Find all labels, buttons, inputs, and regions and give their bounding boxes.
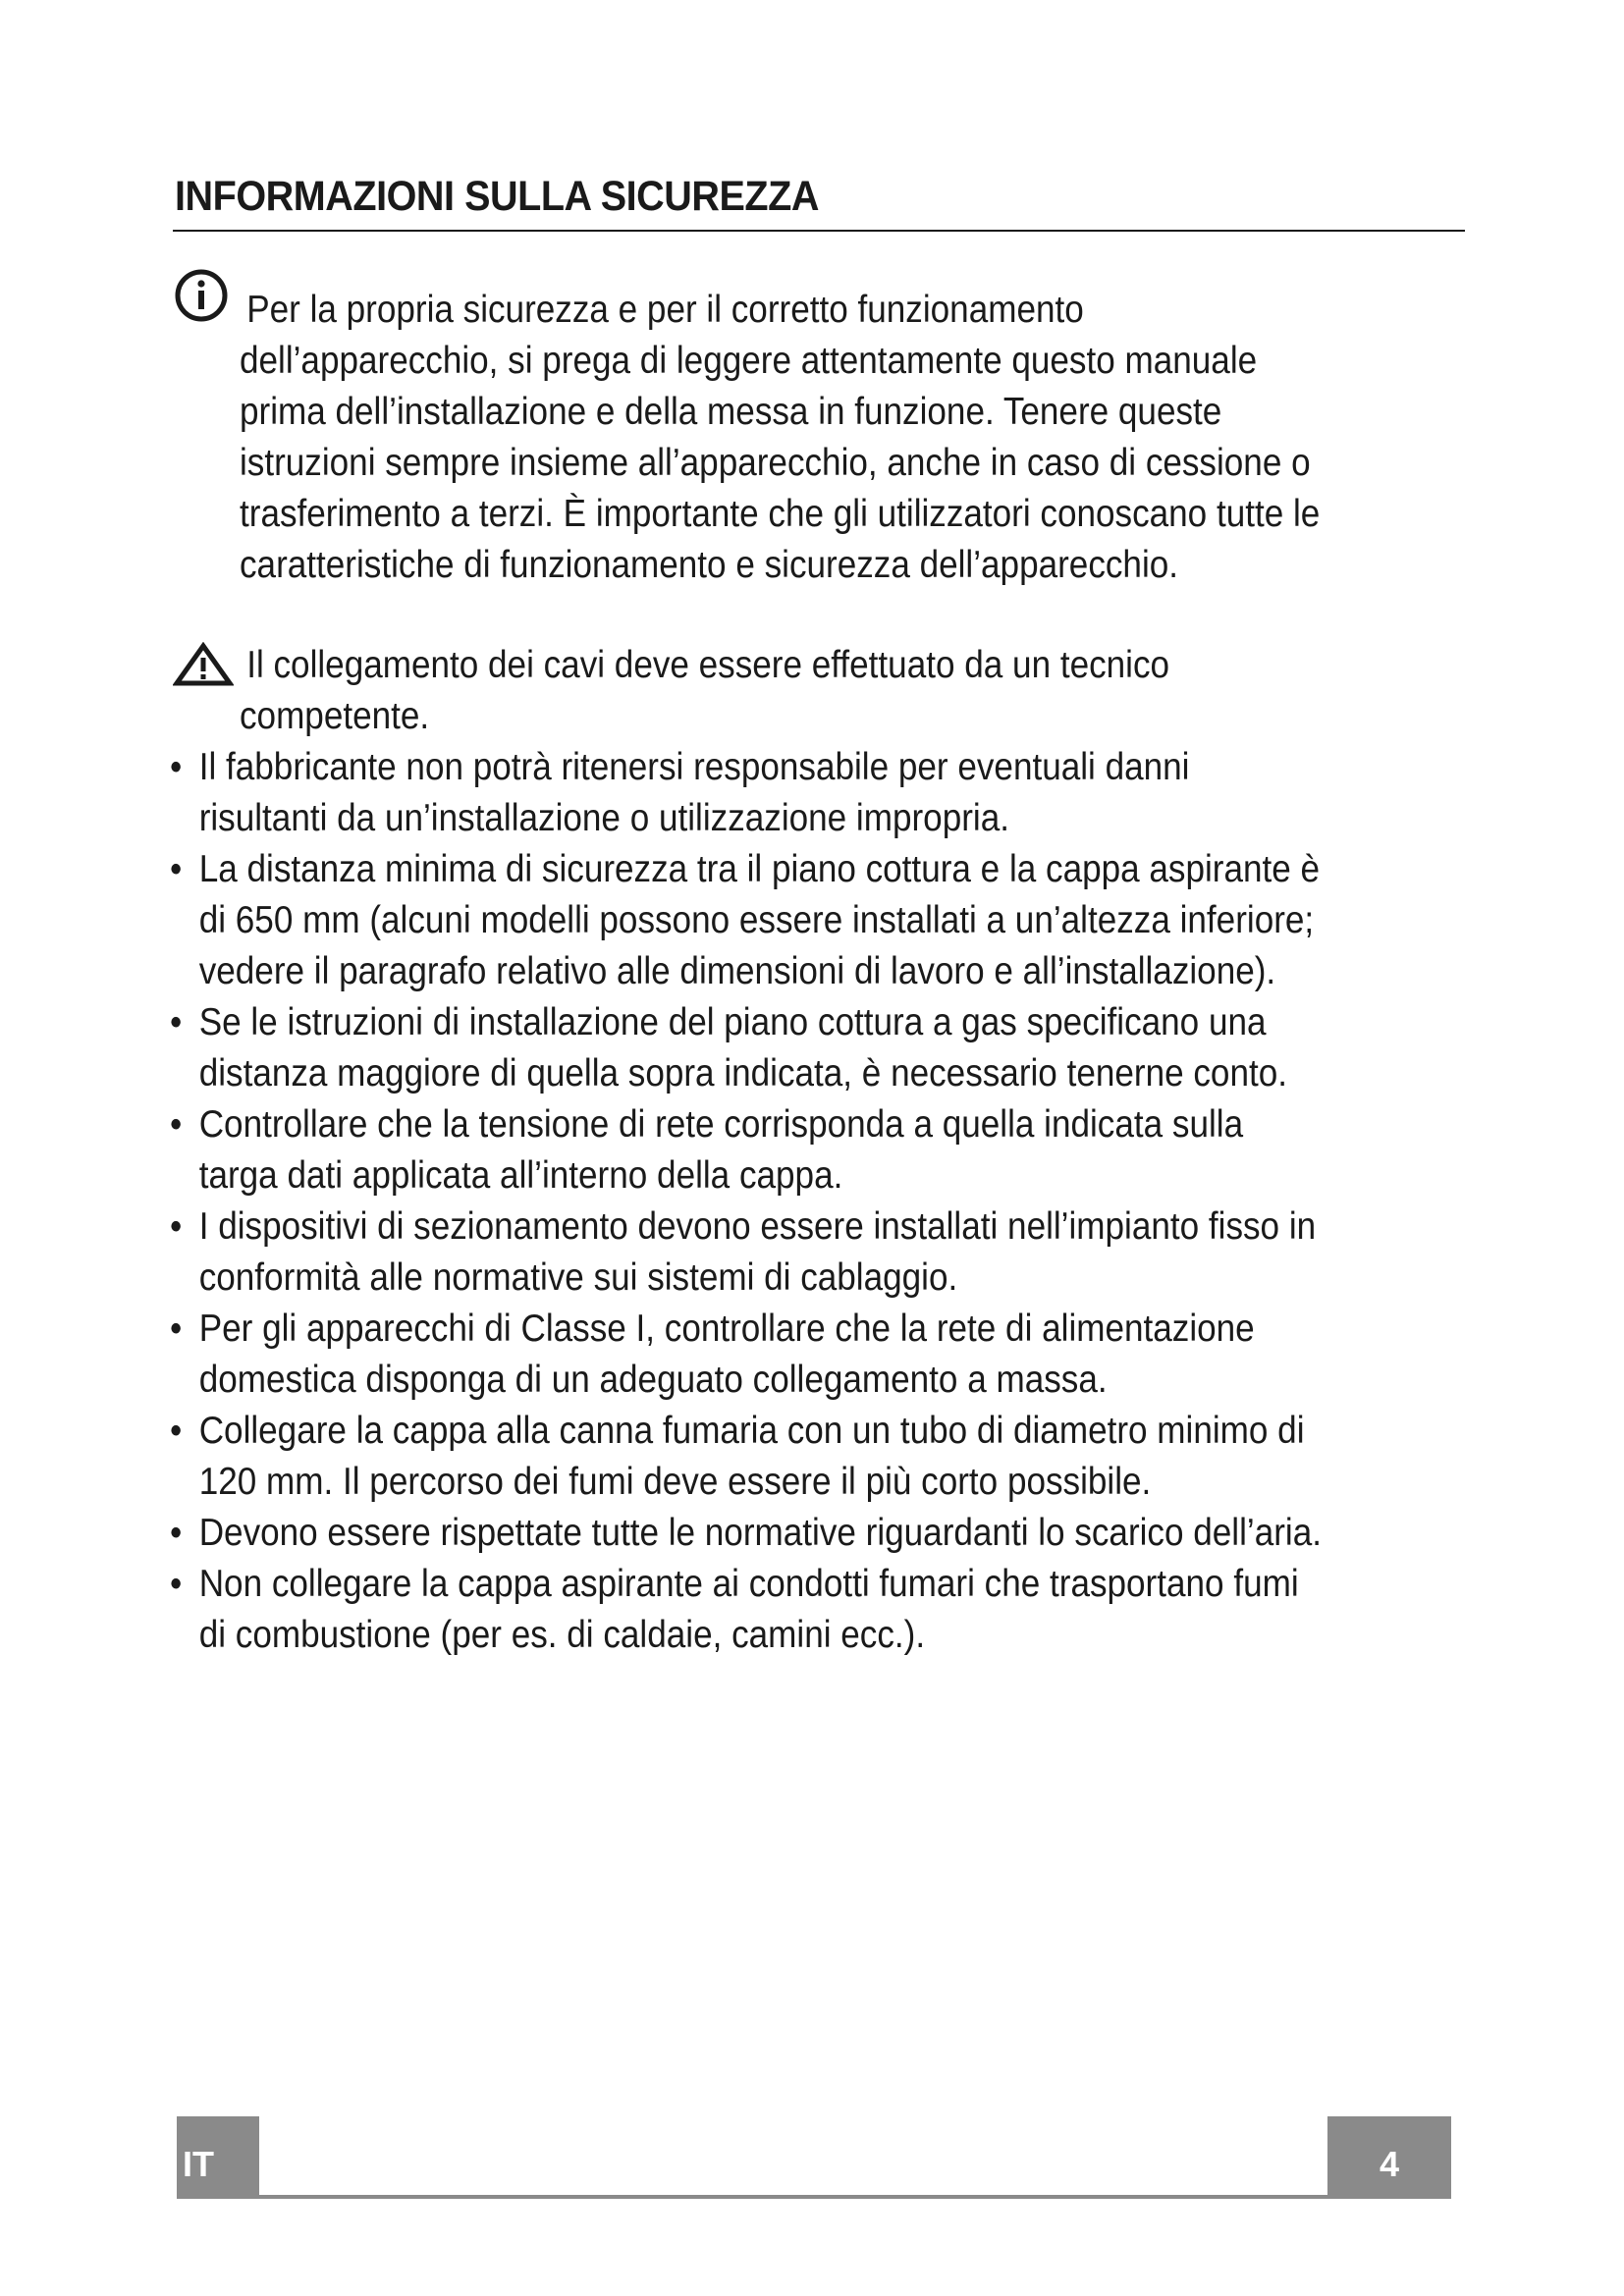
list-item [170,997,1322,1099]
list-item [170,742,1322,844]
page-title: INFORMAZIONI SULLA SICUREZZA [175,173,819,220]
heading-divider [173,230,1465,232]
info-line-2: prima dell’installazione e della messa in funzione. Tenere queste [240,391,1222,433]
list-item-line: di combustione (per es. di caldaie, camini ecc.). [198,1614,926,1656]
list-item-line: vedere il paragrafo relativo alle dimensioni di lavoro e all’installazione). [198,950,1276,992]
footer-rule [259,2195,1327,2199]
list-item [170,1099,1322,1201]
bullet-marker: • [170,1001,183,1043]
bullet-marker: • [170,746,183,788]
page-number: 4 [1379,2144,1400,2184]
bullet-marker: • [170,1563,183,1605]
list-item [170,1406,1322,1508]
list-item-line: Non collegare la cappa aspirante ai condotti fumari che trasportano fumi [198,1563,1299,1605]
warning-paragraph [240,640,1169,742]
list-item-line: Devono essere rispettate tutte le normative riguardanti lo scarico dell’aria. [198,1512,1322,1554]
list-item-line: conformità alle normative sui sistemi di cablaggio. [198,1256,958,1299]
info-paragraph [240,285,1320,591]
bullet-marker: • [170,1308,183,1350]
list-item [170,1508,1322,1559]
bullet-marker: • [170,1512,183,1554]
info-line-4: trasferimento a terzi. È importante che gli utilizzatori conoscano tutte le [240,493,1321,535]
bullet-marker: • [170,1103,183,1146]
list-item [170,1559,1322,1661]
info-line-1: dell’apparecchio, si prega di leggere attentamente questo manuale [240,340,1258,382]
bullet-marker: • [170,1410,183,1452]
list-item [170,1201,1322,1304]
bullet-marker: • [170,1205,183,1248]
warning-line-1: competente. [240,695,430,737]
list-item-line: di 650 mm (alcuni modelli possono essere installati a un’altezza inferiore; [198,899,1315,941]
info-icon [173,267,230,324]
list-item-line: Per gli apparecchi di Classe I, controllare che la rete di alimentazione [198,1308,1255,1350]
list-item-line: 120 mm. Il percorso dei fumi deve essere il più corto possibile. [198,1461,1152,1503]
info-line-0: Per la propria sicurezza e per il corretto funzionamento [246,289,1084,331]
language-tab [177,2116,259,2199]
info-line-3: istruzioni sempre insieme all’apparecchio, anche in caso di cessione o [240,442,1311,484]
list-item-line: domestica disponga di un adeguato collegamento a massa. [198,1359,1108,1401]
list-item-line: Se le istruzioni di installazione del piano cottura a gas specificano una [198,1001,1267,1043]
list-item [170,1304,1322,1406]
list-item-line: targa dati applicata all’interno della cappa. [198,1154,843,1197]
list-item-line: Il fabbricante non potrà ritenersi responsabile per eventuali danni [198,746,1190,788]
bullet-marker: • [170,848,183,890]
list-item-line: risultanti da un’installazione o utilizzazione impropria. [198,797,1009,839]
list-item-line: Collegare la cappa alla canna fumaria con un tubo di diametro minimo di [198,1410,1305,1452]
language-label: IT [183,2144,214,2184]
list-item-line: I dispositivi di sezionamento devono essere installati nell’impianto fisso in [198,1205,1317,1248]
info-line-5: caratteristiche di funzionamento e sicurezza dell’apparecchio. [240,544,1179,586]
list-item-line: distanza maggiore di quella sopra indicata, è necessario tenerne conto. [198,1052,1287,1095]
list-item [170,844,1322,997]
warning-icon [173,642,234,687]
list-item-line: Controllare che la tensione di rete corrisponda a quella indicata sulla [198,1103,1244,1146]
list-item-line: La distanza minima di sicurezza tra il piano cottura e la cappa aspirante è [198,848,1321,890]
safety-list [170,742,1449,1661]
warning-line-0: Il collegamento dei cavi deve essere effettuato da un tecnico [246,644,1170,686]
page-number-tab [1327,2116,1451,2199]
